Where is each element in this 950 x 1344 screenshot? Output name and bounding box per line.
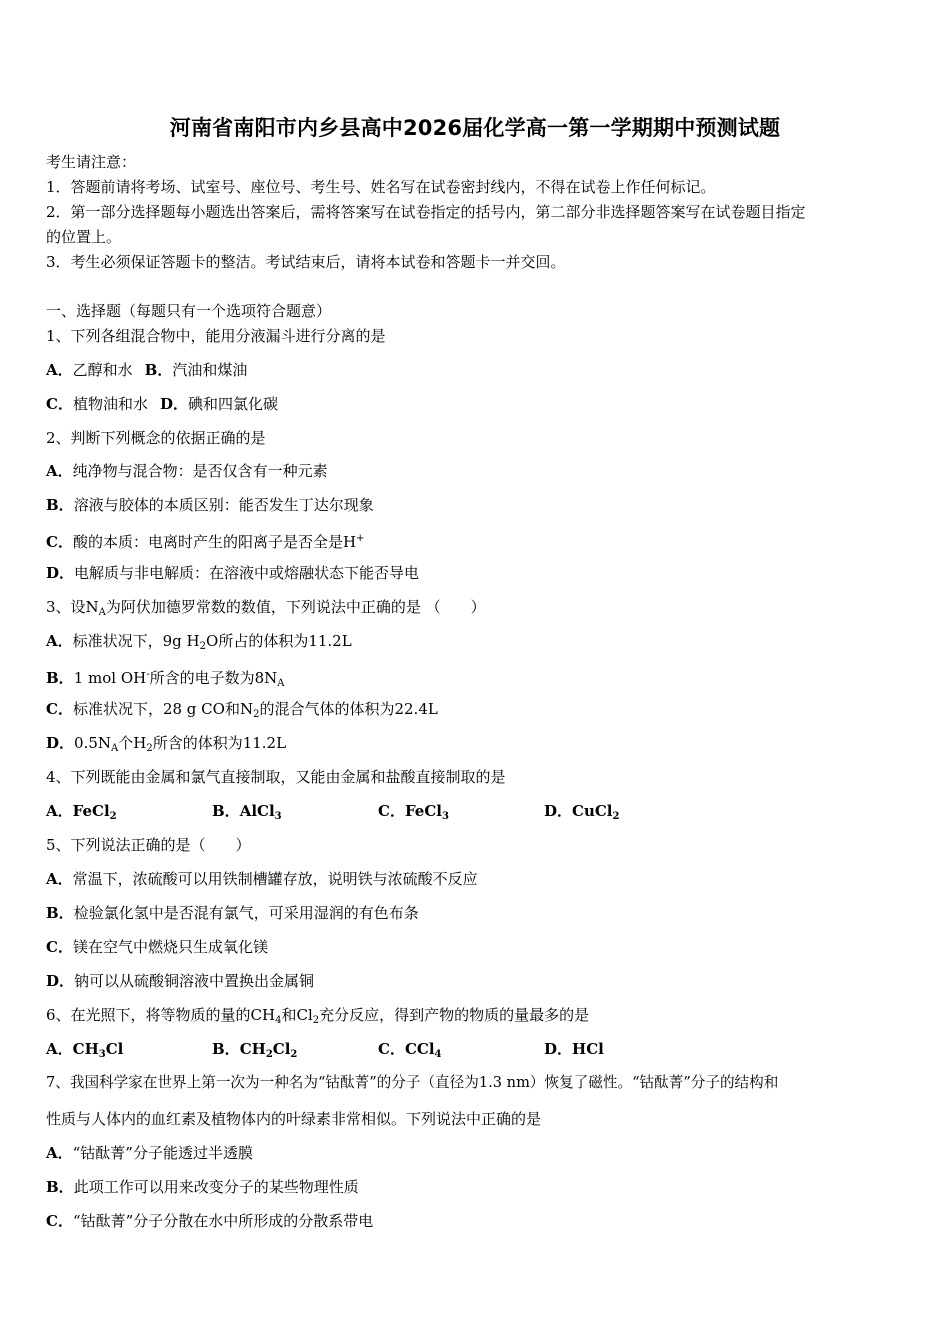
subscript: 2 <box>290 1049 298 1060</box>
option-text: 钠可以从硫酸铜溶液中置换出金属铜 <box>74 972 315 990</box>
option-text: FeCl <box>72 802 110 820</box>
subscript: 2 <box>199 641 207 652</box>
question-2-option-c <box>46 529 364 552</box>
option-text: 汽油和煤油 <box>172 361 248 379</box>
subscript: 2 <box>312 1015 320 1026</box>
option-label: D． <box>46 564 75 582</box>
option-text: FeCl <box>404 802 442 820</box>
question-7-stem-line1: 7、我国科学家在世界上第一次为一种名为“钴酞菁”的分子（直径为1.3 nm）恢复了磁性。“钴酞菁”分子的结构和 <box>46 1074 779 1091</box>
subscript: 3 <box>98 1049 106 1060</box>
subscript: 3 <box>274 811 282 822</box>
superscript: - <box>146 669 150 680</box>
notice-heading: 考生请注意： <box>46 153 137 171</box>
option-label: C． <box>46 938 73 956</box>
option-label: C． <box>46 700 73 718</box>
question-2-option-d <box>46 563 419 583</box>
stem-text: 为阿伏加德罗常数的数值，下列说法中正确的是 （ ） <box>105 598 486 616</box>
option-label: C． <box>46 533 73 551</box>
option-text: 所含的体积为11.2L <box>152 734 287 752</box>
notice-item-2a: 2．第一部分选择题每小题选出答案后，需将答案写在试卷指定的括号内，第二部分非选择题答案写在试卷题目指定 <box>46 203 806 221</box>
subscript: A <box>98 607 106 618</box>
option-text: CH <box>239 1040 266 1058</box>
option-label: A． <box>46 870 73 888</box>
question-4-options <box>46 801 619 827</box>
subscript: 2 <box>109 811 117 822</box>
option-text: Cl <box>105 1040 124 1058</box>
question-6-options <box>46 1039 604 1065</box>
option-label: A． <box>46 1040 73 1058</box>
stem-text: 3、设N <box>46 598 99 616</box>
option-text: 乙醇和水 <box>72 361 133 379</box>
option-text: CH <box>72 1040 99 1058</box>
option-text: “钴酞菁”分子分散在水中所形成的分散系带电 <box>72 1212 374 1230</box>
option-text: 标准状况下，28 g CO和N <box>72 700 254 718</box>
question-3-option-d <box>46 733 286 759</box>
question-1-stem: 1、下列各组混合物中，能用分液漏斗进行分离的是 <box>46 327 386 345</box>
notice-item-3: 3．考生必须保证答题卡的整洁。考试结束后，请将本试卷和答题卡一并交回。 <box>46 253 566 271</box>
option-label: B． <box>46 669 74 687</box>
section-heading: 一、选择题（每题只有一个选项符合题意） <box>46 302 332 320</box>
question-3-stem <box>46 597 486 623</box>
option-label: D． <box>544 802 573 820</box>
option-text: 镁在空气中燃烧只生成氧化镁 <box>72 938 268 956</box>
option-text: 个H <box>118 734 147 752</box>
option-text: 酸的本质：电离时产生的阳离子是否全是H <box>72 533 357 551</box>
question-7-option-a <box>46 1143 253 1163</box>
subscript: A <box>277 678 285 689</box>
question-6-stem <box>46 1005 589 1031</box>
question-2-option-b <box>46 495 374 515</box>
stem-text: 6、在光照下，将等物质的量的CH <box>46 1006 276 1024</box>
stem-text: 和Cl <box>281 1006 313 1024</box>
option-label: B． <box>46 1178 74 1196</box>
option-text: 所含的电子数为8N <box>149 669 278 687</box>
option-text: 植物油和水 <box>72 395 148 413</box>
option-text: 溶液与胶体的本质区别：能否发生丁达尔现象 <box>73 496 374 514</box>
notice-item-2b: 的位置上。 <box>46 228 122 246</box>
option-label: B． <box>212 1040 240 1058</box>
question-7-stem-line2: 性质与人体内的血红素及植物体内的叶绿素非常相似。下列说法中正确的是 <box>46 1110 542 1128</box>
notice-item-1: 1．答题前请将考场、试室号、座位号、考生号、姓名写在试卷密封线内，不得在试卷上作任何标记。 <box>46 178 716 196</box>
subscript: A <box>111 743 119 754</box>
question-3-option-c <box>46 699 438 725</box>
question-4-stem: 4、下列既能由金属和氯气直接制取，又能由金属和盐酸直接制取的是 <box>46 768 506 786</box>
question-1-options-cd <box>46 394 278 414</box>
option-label: D． <box>46 972 75 990</box>
option-label: D． <box>46 734 75 752</box>
option-label: A． <box>46 361 73 379</box>
option-text: HCl <box>572 1040 604 1058</box>
option-label: C． <box>378 802 405 820</box>
option-label: B． <box>212 802 240 820</box>
subscript: 2 <box>146 743 153 754</box>
option-text: “钴酞菁”分子能透过半透膜 <box>72 1144 253 1162</box>
question-5-stem: 5、下列说法正确的是（ ） <box>46 836 251 854</box>
option-label: A． <box>46 632 73 650</box>
question-1-options-ab <box>46 360 247 380</box>
subscript: 3 <box>441 811 449 822</box>
question-7-option-b <box>46 1177 359 1197</box>
option-text: 常温下，浓硫酸可以用铁制槽罐存放，说明铁与浓硫酸不反应 <box>72 870 478 888</box>
option-label: A． <box>46 802 73 820</box>
subscript: 2 <box>612 811 620 822</box>
superscript: + <box>356 533 365 544</box>
option-text: CuCl <box>572 802 613 820</box>
option-text: 的混合气体的体积为22.4L <box>259 700 438 718</box>
option-label: C． <box>378 1040 405 1058</box>
option-text: 1 mol OH <box>73 669 147 687</box>
option-label: A． <box>46 1144 73 1162</box>
option-text: 检验氯化氢中是否混有氯气，可采用湿润的有色布条 <box>73 904 419 922</box>
option-label: A． <box>46 462 73 480</box>
question-3-option-a <box>46 631 352 657</box>
question-5-option-c <box>46 937 268 957</box>
question-5-option-a <box>46 869 478 889</box>
option-text: 电解质与非电解质：在溶液中或熔融状态下能否导电 <box>74 564 420 582</box>
question-5-option-b <box>46 903 419 923</box>
question-7-option-c <box>46 1211 373 1231</box>
option-text: 标准状况下，9g H <box>72 632 200 650</box>
question-2-stem: 2、判断下列概念的依据正确的是 <box>46 429 266 447</box>
option-label: B． <box>144 361 173 379</box>
option-label: B． <box>46 904 74 922</box>
option-text: 纯净物与混合物：是否仅含有一种元素 <box>72 462 328 480</box>
option-text: CCl <box>404 1040 435 1058</box>
option-text: Cl <box>272 1040 291 1058</box>
option-text: AlCl <box>239 802 275 820</box>
stem-text: 充分反应，得到产物的物质的量最多的是 <box>319 1006 590 1024</box>
question-5-option-d <box>46 971 314 991</box>
subscript: 4 <box>275 1015 282 1026</box>
subscript: 4 <box>434 1049 442 1060</box>
question-2-option-a <box>46 461 328 481</box>
page-title: 河南省南阳市内乡县高中2026届化学高一第一学期期中预测试题 <box>169 116 781 140</box>
option-label: C． <box>46 395 73 413</box>
option-text: O所占的体积为11.2L <box>206 632 352 650</box>
option-label: D． <box>159 395 188 413</box>
option-text: 0.5N <box>74 734 111 752</box>
subscript: 2 <box>253 709 260 720</box>
option-label: B． <box>46 496 74 514</box>
question-3-option-b <box>46 665 285 694</box>
option-text: 碘和四氯化碳 <box>187 395 278 413</box>
option-label: D． <box>544 1040 573 1058</box>
subscript: 2 <box>265 1049 273 1060</box>
option-text: 此项工作可以用来改变分子的某些物理性质 <box>73 1178 359 1196</box>
option-label: C． <box>46 1212 73 1230</box>
